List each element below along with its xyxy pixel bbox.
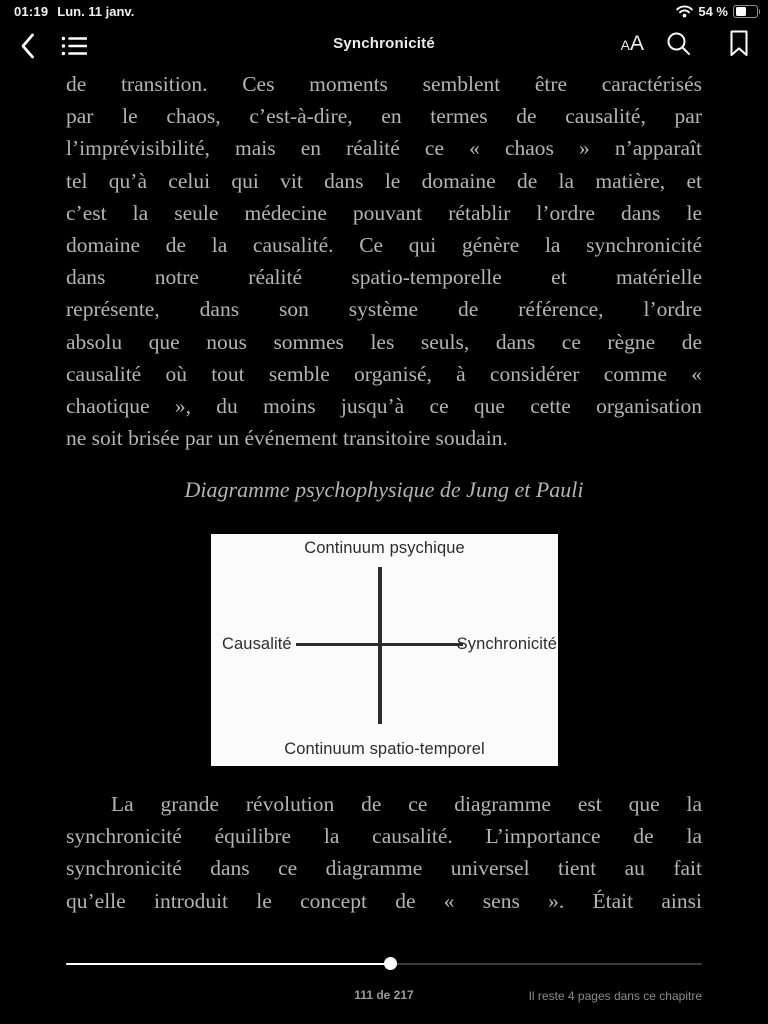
bookmark-icon <box>729 30 749 57</box>
clock: 01:19 <box>14 4 49 19</box>
nav-bar <box>0 24 768 68</box>
battery-fill <box>736 7 746 16</box>
text-line: dans notre réalité spatio-temporelle et matérielle <box>66 265 702 290</box>
status-bar <box>0 0 768 24</box>
diagram-label-right: Synchronicité <box>456 635 557 653</box>
battery-cap <box>759 9 761 14</box>
text-line: absolu que nous sommes les seuls, dans ce règne de <box>66 329 702 354</box>
page-text-paragraph-2 <box>66 788 702 917</box>
text-line: par le chaos, c’est-à-dire, en termes de causalité, par <box>66 104 702 129</box>
diagram-label-bottom: Continuum spatio-temporel <box>284 740 485 758</box>
text-line: chaotique », du moins jusqu’à ce que cette organisation <box>66 393 702 418</box>
text-line: synchronicité équilibre la causalité. L’importance de la <box>66 824 702 849</box>
battery-icon <box>733 5 758 19</box>
nav-right-cluster <box>621 30 749 57</box>
battery-percent-label: 54 % <box>698 4 728 19</box>
text-line: représente, dans son système de référence, l’ordre <box>66 297 702 322</box>
figure-caption: Diagramme psychophysique de Jung et Pauli <box>184 477 584 502</box>
book-chapter-title: Synchronicité <box>333 35 435 52</box>
psychophysical-diagram <box>211 534 558 766</box>
text-line: synchronicité dans ce diagramme universel tient au fait <box>66 856 702 881</box>
text-line: de transition. Ces moments semblent être caractérisés <box>66 72 702 96</box>
status-right <box>676 4 758 19</box>
text-line: La grande révolution de ce diagramme est que la <box>111 792 702 816</box>
progress-fill <box>66 963 390 966</box>
progress-slider[interactable] <box>66 956 702 972</box>
text-line: c’est la seule médecine pouvant rétablir l’ordre dans le <box>66 200 702 225</box>
text-line: causalité où tout semble organisé, à considérer comme « <box>66 361 702 386</box>
chapter-remaining-label: Il reste 4 pages dans ce chapitre <box>528 989 702 1003</box>
progress-thumb[interactable] <box>384 957 397 970</box>
bookmark-button[interactable] <box>729 30 749 57</box>
page-text-paragraph-1 <box>66 68 702 454</box>
search-button[interactable] <box>666 31 691 56</box>
diagram-label-left: Causalité <box>222 635 292 653</box>
search-icon <box>666 31 691 56</box>
page-indicator: 111 de 217 <box>354 988 414 1002</box>
text-line: ne soit brisée par un événement transitoire soudain. <box>66 426 508 451</box>
text-line: qu’elle introduit le concept de « sens ». Était ainsi <box>66 888 702 913</box>
status-left <box>14 4 134 19</box>
text-line: domaine de la causalité. Ce qui génère la synchronicité <box>66 232 702 257</box>
wifi-icon <box>676 5 693 18</box>
appearance-button[interactable]: A A <box>620 31 644 55</box>
text-line: tel qu’à celui qui vit dans le domaine de la matière, et <box>66 168 702 193</box>
date-label: Lun. 11 janv. <box>57 4 135 19</box>
font-size-icon: A <box>620 36 630 53</box>
text-line: l’imprévisibilité, mais en réalité ce « chaos » n’apparaît <box>66 136 702 161</box>
diagram-horizontal-axis <box>296 643 463 647</box>
diagram-label-top: Continuum psychique <box>304 539 465 557</box>
